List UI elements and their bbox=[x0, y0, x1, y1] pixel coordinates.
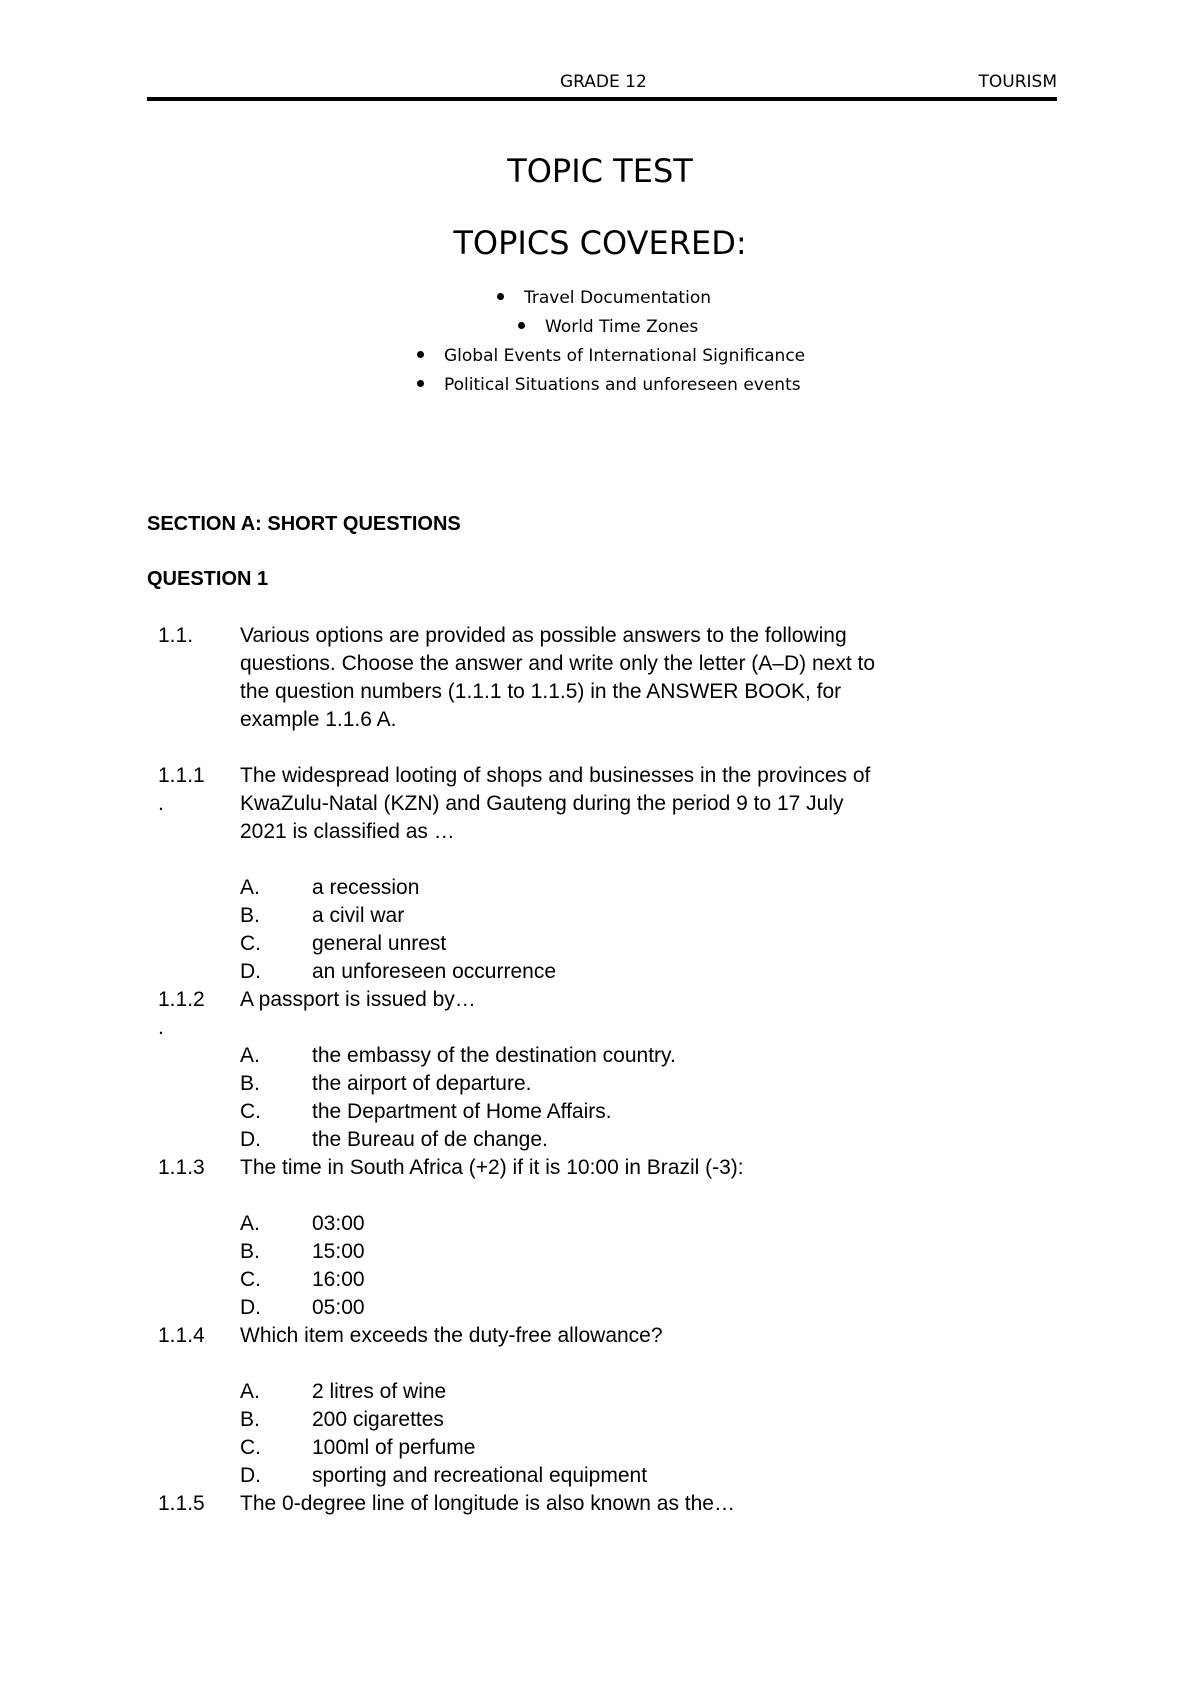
header-subject: TOURISM bbox=[978, 72, 1057, 92]
question-text: Which item exceeds the duty-free allowance? bbox=[240, 1324, 663, 1347]
option-text: general unrest bbox=[312, 932, 447, 955]
option-letter: B. bbox=[240, 904, 260, 927]
topic-item bbox=[497, 288, 711, 308]
instruction-line: questions. Choose the answer and write only the letter (A–D) next to bbox=[240, 652, 876, 675]
question-number: 1.1.3 bbox=[158, 1156, 205, 1179]
question-number: 1.1.2 bbox=[158, 988, 205, 1011]
question-text: The 0-degree line of longitude is also known as the… bbox=[240, 1492, 735, 1515]
option-text: the airport of departure. bbox=[312, 1072, 532, 1095]
option-letter: A. bbox=[240, 1212, 260, 1235]
section-heading: SECTION A: SHORT QUESTIONS bbox=[147, 513, 461, 535]
option-text: a recession bbox=[312, 876, 420, 899]
topic-item bbox=[417, 346, 805, 366]
bullet-icon bbox=[497, 293, 504, 300]
question-number-continuation: . bbox=[158, 792, 164, 815]
option-letter: B. bbox=[240, 1240, 260, 1263]
question-number: 1.1.4 bbox=[158, 1324, 205, 1347]
option-text: 05:00 bbox=[312, 1296, 365, 1319]
option-letter: C. bbox=[240, 932, 261, 955]
topic-label: Global Events of International Significance bbox=[444, 346, 806, 366]
option-text: a civil war bbox=[312, 904, 405, 927]
option-letter: D. bbox=[240, 1296, 261, 1319]
option-text: 15:00 bbox=[312, 1240, 365, 1263]
question-number: 1.1.5 bbox=[158, 1492, 205, 1515]
option-letter: D. bbox=[240, 1464, 261, 1487]
topic-label: Political Situations and unforeseen events bbox=[444, 375, 801, 395]
option-text: 16:00 bbox=[312, 1268, 365, 1291]
question-text: The widespread looting of shops and businesses in the provinces of bbox=[240, 764, 871, 787]
topic-item bbox=[417, 375, 801, 395]
question-text: The time in South Africa (+2) if it is 10:00 in Brazil (-3): bbox=[240, 1156, 744, 1179]
bullet-icon bbox=[417, 351, 424, 358]
option-text: 200 cigarettes bbox=[312, 1408, 444, 1431]
instruction-line: example 1.1.6 A. bbox=[240, 708, 397, 731]
instruction-line: the question numbers (1.1.1 to 1.1.5) in the ANSWER BOOK, for bbox=[240, 680, 842, 703]
header-grade: GRADE 12 bbox=[560, 72, 647, 92]
bullet-icon bbox=[518, 322, 525, 329]
question-number: 1.1.1 bbox=[158, 764, 205, 787]
question-text: KwaZulu-Natal (KZN) and Gauteng during the period 9 to 17 July bbox=[240, 792, 844, 815]
option-letter: C. bbox=[240, 1100, 261, 1123]
option-letter: A. bbox=[240, 1380, 260, 1403]
option-letter: D. bbox=[240, 1128, 261, 1151]
question-number-continuation: . bbox=[158, 1016, 164, 1039]
option-text: 03:00 bbox=[312, 1212, 365, 1235]
option-text: 100ml of perfume bbox=[312, 1436, 476, 1459]
option-text: the Bureau of de change. bbox=[312, 1128, 548, 1151]
option-letter: C. bbox=[240, 1436, 261, 1459]
option-letter: A. bbox=[240, 1044, 260, 1067]
option-text: the embassy of the destination country. bbox=[312, 1044, 676, 1067]
bullet-icon bbox=[417, 380, 424, 387]
option-text: sporting and recreational equipment bbox=[312, 1464, 648, 1487]
option-text: an unforeseen occurrence bbox=[312, 960, 556, 983]
question-text: A passport is issued by… bbox=[240, 988, 476, 1011]
option-letter: B. bbox=[240, 1408, 260, 1431]
option-letter: B. bbox=[240, 1072, 260, 1095]
question-text: 2021 is classified as … bbox=[240, 820, 455, 843]
page-subtitle: TOPICS COVERED: bbox=[453, 224, 747, 262]
option-letter: A. bbox=[240, 876, 260, 899]
option-letter: D. bbox=[240, 960, 261, 983]
topic-item bbox=[518, 317, 698, 337]
option-letter: C. bbox=[240, 1268, 261, 1291]
header-rule bbox=[147, 97, 1057, 101]
topic-label: World Time Zones bbox=[545, 317, 699, 337]
question-heading: QUESTION 1 bbox=[147, 568, 269, 590]
option-text: 2 litres of wine bbox=[312, 1380, 447, 1403]
topic-label: Travel Documentation bbox=[524, 288, 711, 308]
question-number: 1.1. bbox=[158, 624, 194, 647]
option-text: the Department of Home Affairs. bbox=[312, 1100, 612, 1123]
page-title: TOPIC TEST bbox=[507, 152, 693, 190]
instruction-line: Various options are provided as possible answers to the following bbox=[240, 624, 847, 647]
